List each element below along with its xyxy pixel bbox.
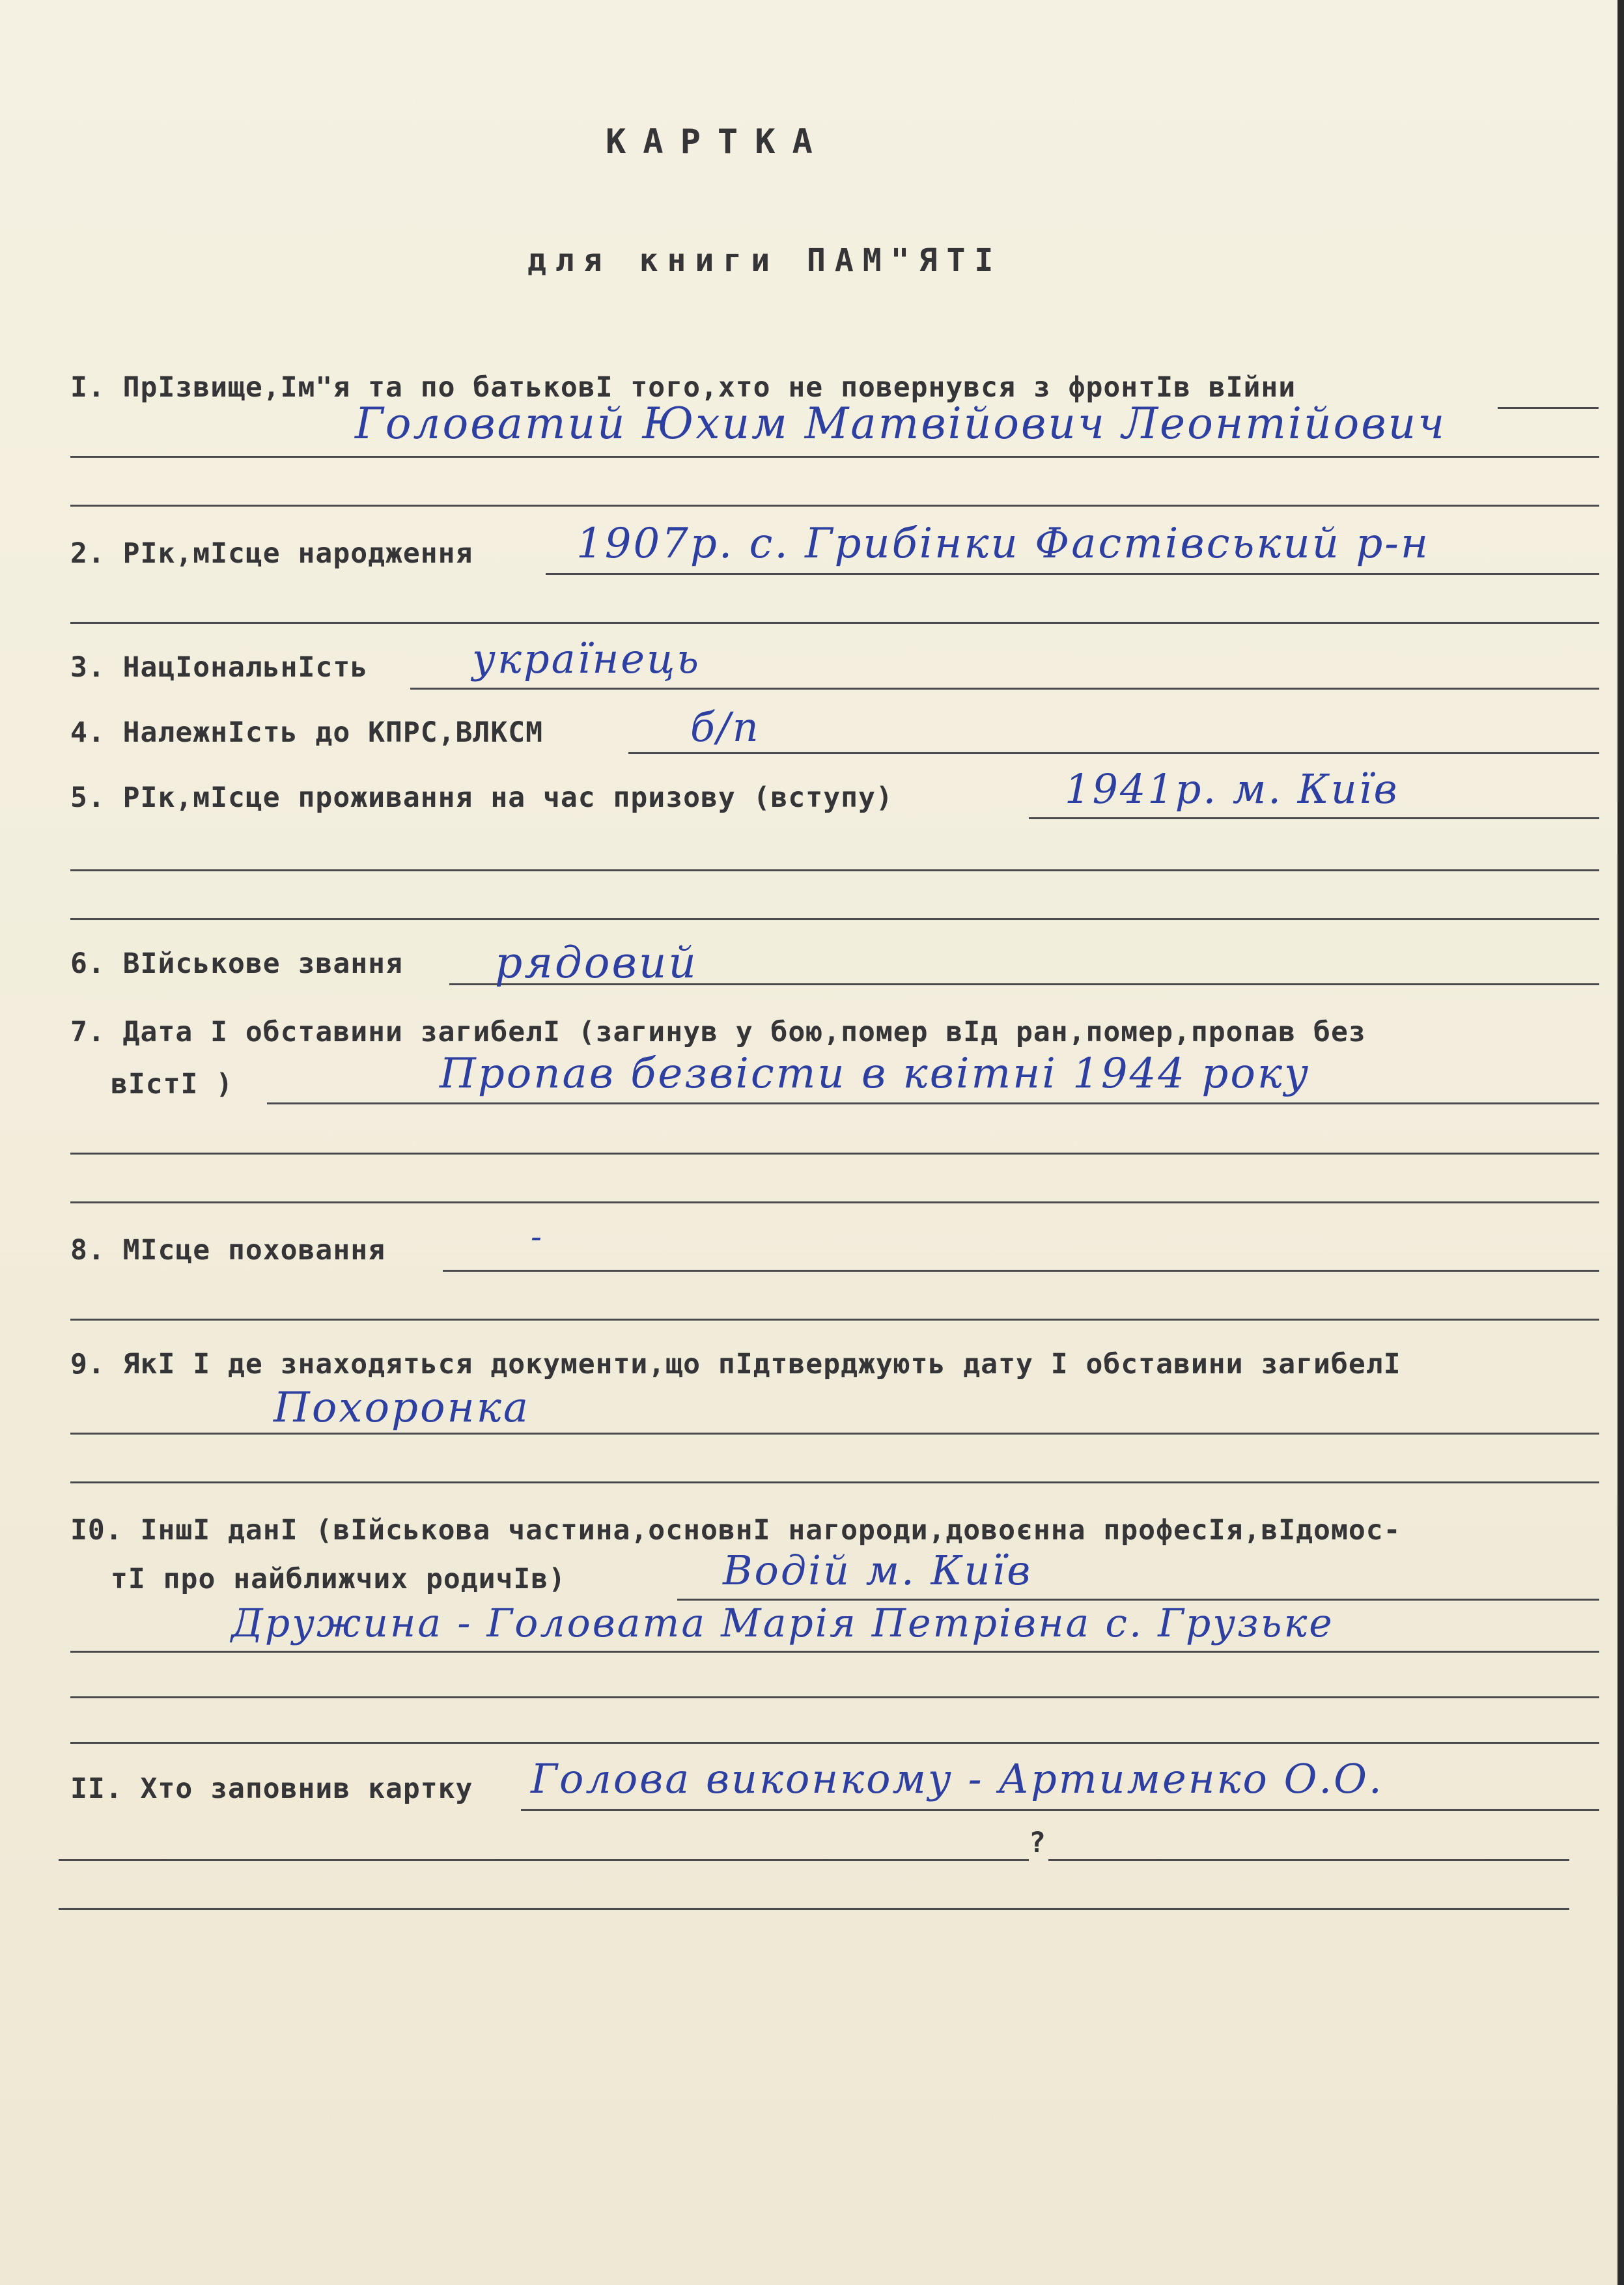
field-1-line-b <box>70 456 1599 458</box>
field-8-line-a <box>443 1270 1599 1272</box>
field-2-label: 2. РІк,мІсце народження <box>70 537 473 570</box>
field-7-line-a <box>267 1102 1599 1104</box>
field-9-label: 9. ЯкІ І де знаходяться документи,що пІдтверджують дату І обставини загибелІ <box>70 1348 1401 1381</box>
field-10-line-c <box>70 1696 1599 1698</box>
field-2-line-a <box>546 573 1599 575</box>
field-7-line-c <box>70 1201 1599 1203</box>
field-4-line <box>628 752 1599 754</box>
field-9-line-b <box>70 1481 1599 1483</box>
field-10-value-cont: Дружина - Головата Марія Петрівна с. Грузьке <box>231 1601 1334 1646</box>
field-3-label: 3. НацІональнІсть <box>70 651 369 684</box>
field-1-line-c <box>70 505 1599 507</box>
field-11-line-c <box>59 1908 1569 1910</box>
field-10-value: Водій м. Київ <box>723 1547 1033 1594</box>
note-question-mark: ? <box>1029 1827 1046 1859</box>
field-7-value: Пропав безвісти в квітні 1944 року <box>440 1050 1311 1098</box>
field-5-value: 1941р. м. Київ <box>1065 765 1399 813</box>
field-6-value: рядовий <box>495 938 698 988</box>
card-title: КАРТКА <box>606 122 830 161</box>
field-10-label-cont: тІ про найближчих родичІв) <box>111 1563 567 1595</box>
field-2-line-b <box>70 622 1599 624</box>
field-9-line-a <box>70 1433 1599 1435</box>
field-6-label: 6. ВІйськове звання <box>70 947 403 980</box>
field-5-line-a <box>1029 817 1599 819</box>
field-7-line-b <box>70 1153 1599 1155</box>
field-11-value: Голова виконкому - Артименко О.О. <box>531 1755 1384 1802</box>
field-3-line <box>410 688 1599 690</box>
paper-edge-shadow <box>1617 0 1624 2285</box>
field-11-line-a <box>521 1809 1599 1811</box>
field-4-label: 4. НалежнІсть до КПРС,ВЛКСМ <box>70 716 543 749</box>
field-11-line-b1 <box>59 1859 1029 1861</box>
field-8-line-b <box>70 1319 1599 1321</box>
field-4-value: б/п <box>690 703 761 751</box>
field-8-label: 8. МІсце поховання <box>70 1234 385 1267</box>
card-subtitle: для книги ПАМ"ЯТІ <box>527 242 1003 279</box>
field-5-line-c <box>70 918 1599 920</box>
field-3-value: українець <box>472 635 701 682</box>
field-8-value: - <box>531 1218 544 1255</box>
field-10-line-d <box>70 1742 1599 1744</box>
field-2-value: 1907р. с. Грибінки Фастівський р-н <box>576 520 1431 568</box>
field-10-line-b <box>70 1651 1599 1653</box>
field-9-value: Похоронка <box>273 1384 530 1432</box>
field-11-label: ІІ. Хто заповнив картку <box>70 1773 473 1805</box>
field-1-value: Головатий Юхим Матвійович Леонтійович <box>355 399 1447 449</box>
field-7-label-cont: вІстІ ) <box>111 1068 234 1100</box>
field-10-label: І0. ІншІ данІ (вІйськова частина,основнІ нагороди,довоєнна професІя,вІдомос- <box>70 1514 1401 1547</box>
field-7-label: 7. Дата І обставини загибелІ (загинув у бою,помер вІд ран,помер,пропав без <box>70 1016 1366 1048</box>
field-5-line-b <box>70 869 1599 871</box>
field-1-label: І. ПрІзвище,Ім"я та по батьковІ того,хто не повернувся з фронтІв вІйни <box>70 371 1296 404</box>
field-11-line-b2 <box>1048 1859 1569 1861</box>
field-5-label: 5. РІк,мІсце проживання на час призову (вступу) <box>70 781 893 814</box>
field-1-line-a <box>1498 407 1599 409</box>
